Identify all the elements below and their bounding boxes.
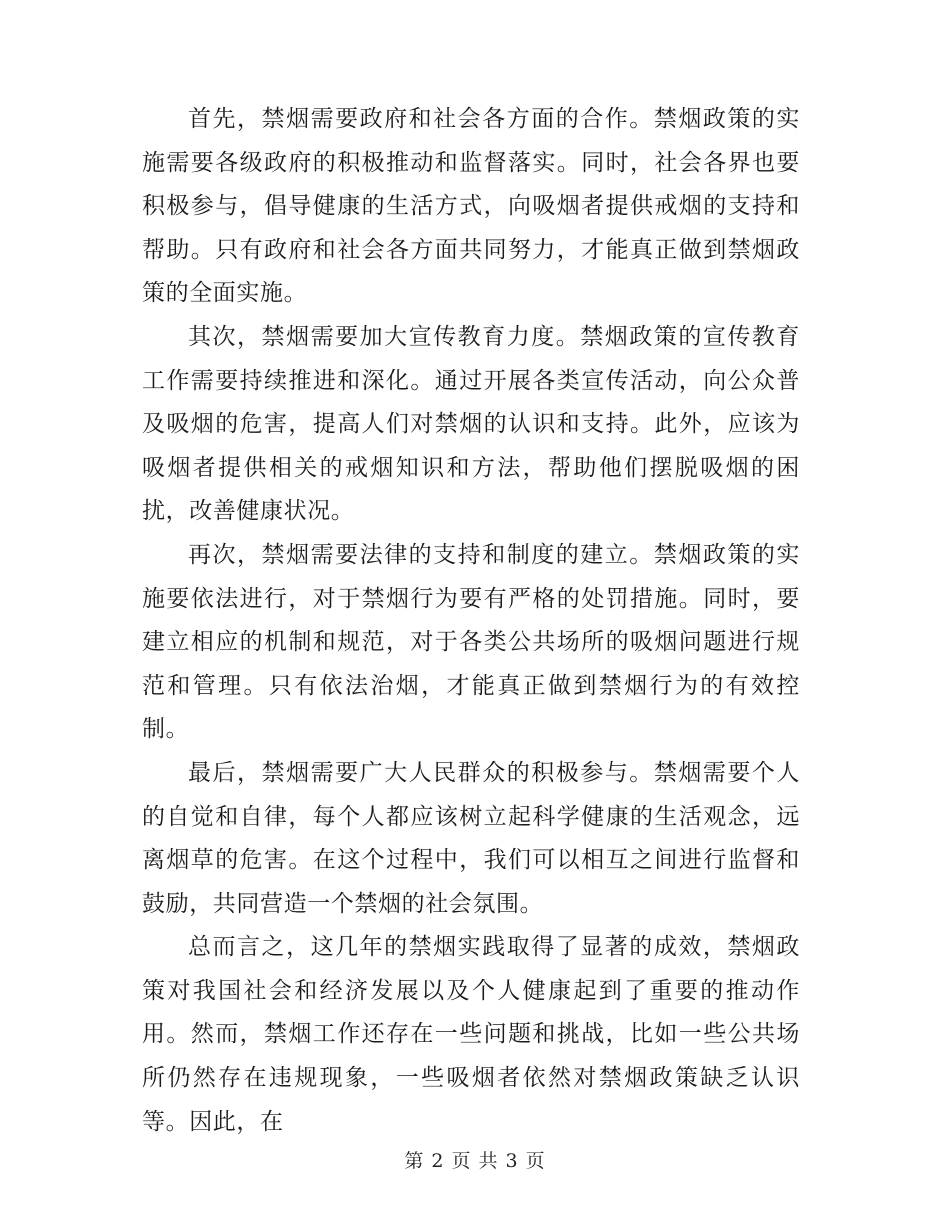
paragraph-participation: 最后，禁烟需要广大人民群众的积极参与。禁烟需要个人的自觉和自律，每个人都应该树立起科学健康的生活观念，远离烟草的危害。在这个过程中，我们可以相互之间进行监督和鼓励，共同营造一个禁烟的社会氛围。 bbox=[142, 759, 800, 917]
paragraph-conclusion: 总而言之，这几年的禁烟实践取得了显著的成效，禁烟政策对我国社会和经济发展以及个人健康起到了重要的推动作用。然而，禁烟工作还存在一些问题和挑战，比如一些公共场所仍然存在违规现象，一些吸烟者依然对禁烟政策缺乏认识等。因此，在 bbox=[142, 934, 800, 1135]
paragraph-education: 其次，禁烟需要加大宣传教育力度。禁烟政策的宣传教育工作需要持续推进和深化。通过开展各类宣传活动，向公众普及吸烟的危害，提高人们对禁烟的认识和支持。此外，应该为吸烟者提供相关的戒烟知识和方法，帮助他们摆脱吸烟的困扰，改善健康状况。 bbox=[142, 323, 800, 525]
document-body bbox=[142, 98, 800, 1144]
paragraph-law: 再次，禁烟需要法律的支持和制度的建立。禁烟政策的实施要依法进行，对于禁烟行为要有严格的处罚措施。同时，要建立相应的机制和规范，对于各类公共场所的吸烟问题进行规范和管理。只有依法治烟，才能真正做到禁烟行为的有效控制。 bbox=[142, 541, 800, 743]
page-number-footer: 第 2 页 共 3 页 bbox=[404, 1150, 546, 1172]
paragraph-cooperation: 首先，禁烟需要政府和社会各方面的合作。禁烟政策的实施需要各级政府的积极推动和监督落实。同时，社会各界也要积极参与，倡导健康的生活方式，向吸烟者提供戒烟的支持和帮助。只有政府和社会各方面共同努力，才能真正做到禁烟政策的全面实施。 bbox=[142, 106, 800, 307]
